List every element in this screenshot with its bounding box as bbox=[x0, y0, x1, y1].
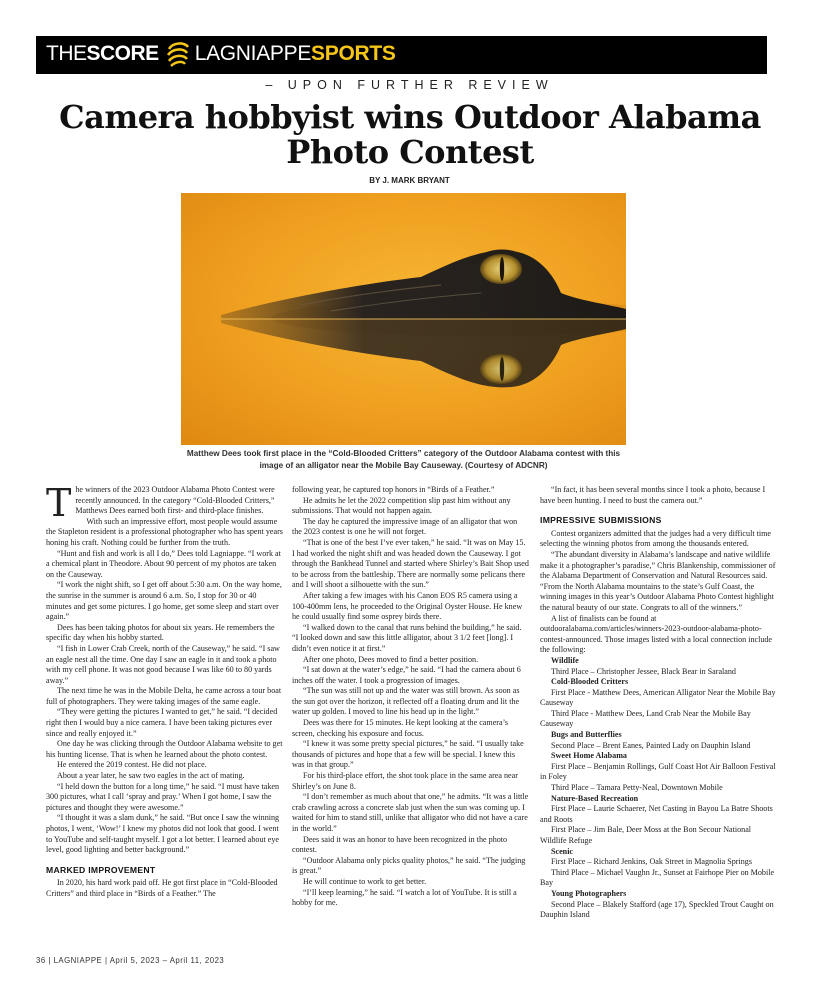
subhead-marked-improvement: MARKED IMPROVEMENT bbox=[46, 864, 156, 875]
article-paragraph: “I fish in Lower Crab Creek, north of the Causeway,” he said. “I saw an eagle nest all the time. One day I saw an eagle in it and took a photo with my cell phone. It was not good because I was like 60 to 80 yards away.” bbox=[46, 643, 280, 685]
column-3-intro bbox=[540, 485, 777, 506]
subhead-impressive-submissions: IMPRESSIVE SUBMISSIONS bbox=[540, 515, 662, 526]
banner-the-score bbox=[46, 42, 159, 66]
winner-entry: First Place – Benjamin Rollings, Gulf Coast Hot Air Balloon Festival in Foley bbox=[540, 761, 776, 782]
winners-list bbox=[540, 656, 777, 921]
winner-entry: Third Place - Matthew Dees, Land Crab Near the Mobile Bay Causeway bbox=[540, 708, 751, 729]
alligator-photo bbox=[181, 193, 626, 445]
winner-entry: First Place – Richard Jenkins, Oak Street in Magnolia Springs bbox=[551, 857, 752, 867]
article-paragraph: “Hunt and fish and work is all I do,” Dees told Lagniappe. “I work at a chemical plant in Theodore. About 90 percent of my photos are taken on the Causeway. bbox=[46, 548, 281, 579]
winner-category: Wildlife bbox=[551, 655, 579, 665]
article-paragraph: After taking a few images with his Canon EOS R5 camera using a 100-400mm lens, he proceeded to the Original Oyster House. He knew he could usually find some osprey birds there. bbox=[292, 590, 523, 622]
banner-word-the: THE bbox=[46, 42, 87, 65]
article-paragraph: “I work the night shift, so I get off about 5:30 a.m. On the way home, the sunrise in the summer is around 6 a.m. So, I stop for 30 or 40 minutes and get some pictures. I go home, get some sleep and start over again.” bbox=[46, 580, 282, 622]
article-paragraph: “They were getting the pictures I wanted to get,” he said. “I decided right then I would buy a nice camera. I have been taking pictures ever since and really enjoyed it.” bbox=[46, 707, 278, 738]
article-paragraph: He admits he let the 2022 competition slip past him without any submissions. That would not happen again. bbox=[292, 495, 511, 516]
article-column-2 bbox=[292, 485, 529, 909]
winner-entry: Second Place – Brent Eanes, Painted Lady on Dauphin Island bbox=[551, 740, 751, 750]
winner-category: Sweet Home Alabama bbox=[551, 751, 627, 761]
winner-entry: Third Place – Michael Vaughn Jr., Sunset at Fairhope Pier on Mobile Bay bbox=[540, 867, 775, 888]
section-kicker: – UPON FURTHER REVIEW bbox=[265, 78, 554, 92]
article-paragraph: following year, he captured top honors in “Birds of a Feather.” bbox=[292, 485, 495, 494]
banner-lagniappe-sports bbox=[195, 42, 396, 66]
article-paragraph: A list of finalists can be found at outdooralabama.com/articles/winners-2023-outdoor-alabama-photo-contest-announced. Those images listed with a local connection include the following: bbox=[540, 613, 773, 655]
article-paragraph: “I’ll keep learning,” he said. “I watch a lot of YouTube. It is still a hobby for me. bbox=[292, 887, 517, 908]
winner-category: Bugs and Butterflies bbox=[551, 730, 622, 740]
winner-entry: Third Place – Tamara Petty-Neal, Downtown Mobile bbox=[551, 783, 723, 793]
winner-category: Cold-Blooded Critters bbox=[551, 677, 629, 687]
article-paragraph: “That is one of the best I’ve ever taken,” he said. “It was on May 15. I had worked the night shift and was headed down the Causeway. I got through the Bankhead Tunnel and started where Shirley’s Bait Shop used to be across from the battleship. There are normally some pelicans there and I will shoot a silhouette with the sun.” bbox=[292, 537, 529, 590]
footer-dates: April 5, 2023 – April 11, 2023 bbox=[109, 956, 225, 965]
column-1-after-subhead bbox=[46, 878, 283, 899]
article-paragraph: The next time he was in the Mobile Delta, he came across a tour boat full of photographers. They were taking images of the same eagle. bbox=[46, 686, 282, 706]
footer-publication: LAGNIAPPE bbox=[53, 956, 103, 965]
byline: BY J. MARK BRYANT bbox=[369, 176, 450, 185]
column-2-paragraphs bbox=[292, 485, 529, 909]
headline: Camera hobbyist wins Outdoor Alabama Photo Contest bbox=[59, 98, 761, 171]
article-paragraph: “I don’t remember as much about that one,” he admits. “It was a little crab crawling across a concrete slab just when the sun was coming up. I waited for him to stand still, unlike that alligator who did not have a care in the world.” bbox=[292, 792, 529, 833]
article-paragraph: “I sat down at the water’s edge,” he said. “I had the camera about 6 inches off the water. I took a progression of images. bbox=[292, 665, 521, 685]
page-footer bbox=[36, 956, 224, 965]
article-paragraph: he winners of the 2023 Outdoor Alabama Photo Contest were recently announced. In the category “Cold-Blooded Critters,” Matthews Dees earned both first- and third-place finishes. bbox=[75, 485, 275, 516]
banner-word-sports: SPORTS bbox=[311, 42, 396, 65]
article-column-1 bbox=[46, 481, 283, 900]
winner-category: Young Photographers bbox=[551, 888, 627, 898]
article-paragraph: With such an impressive effort, most people would assume the Stapleton resident is a professional photographer who has spent years honing his craft. Nothing could be further from the truth. bbox=[46, 516, 283, 547]
swirl-logo-icon bbox=[165, 40, 191, 68]
article-paragraph: After one photo, Dees moved to find a better position. bbox=[303, 654, 479, 664]
banner-edge-notch bbox=[767, 36, 785, 74]
article-paragraph: About a year later, he saw two eagles in the act of mating. bbox=[57, 771, 245, 781]
article-paragraph: “I held down the button for a long time,” he said. “I must have taken 300 pictures, what I call ‘spray and pray.’ When I got home, I saw the pictures and thought they were awesome.” bbox=[46, 781, 280, 812]
article-paragraph: In 2020, his hard work paid off. He got first place in “Cold-Blooded Critters” and third place in “Birds of a Feather.” The bbox=[46, 878, 278, 898]
winner-entry: First Place – Jim Bale, Deer Moss at the Bon Secour National Wildlife Refuge bbox=[540, 825, 752, 845]
winner-entry: Second Place – Blakely Stafford (age 17), Speckled Trout Caught on Dauphin Island bbox=[540, 899, 774, 920]
winner-category: Scenic bbox=[551, 846, 574, 856]
footer-separator: | bbox=[104, 956, 110, 965]
article-paragraph: Dees has been taking photos for about six years. He remembers the specific day when his hobby started. bbox=[46, 622, 275, 643]
article-paragraph: “I thought it was a slam dunk,” he said. “But once I saw the winning photos, I went, ‘Wow!’ I knew my photos did not look that good. I went to YouTube and self-taught myself. I got a lot better. I learned about eye level, good lighting and better background.” bbox=[46, 813, 280, 855]
article-paragraph: For his third-place effort, the shot took place in the same area near Shirley’s on June 8. bbox=[292, 771, 518, 791]
winner-entry: Third Place – Christopher Jessee, Black Bear in Saraland bbox=[551, 666, 736, 676]
photo-caption: Matthew Dees took first place in the “Cold-Blooded Critters” category of the Outdoor Alabama contest with this image of an alligator near the Mobile Bay Causeway. (Courtesy of ADCNR) bbox=[186, 449, 621, 470]
article-paragraph: Dees was there for 15 minutes. He kept looking at the camera’s screen, checking his exposure and focus. bbox=[292, 718, 508, 738]
banner-word-score: SCORE bbox=[86, 42, 159, 65]
article-paragraph: “I walked down to the canal that runs behind the building,” he said. “I looked down and saw this little alligator, about 3 1/2 feet [long]. I didn’t even notice it at first.” bbox=[292, 622, 522, 653]
dropcap: T bbox=[46, 481, 72, 525]
column-3-paragraphs bbox=[540, 529, 777, 656]
article-paragraph: “The abundant diversity in Alabama’s landscape and native wildlife make it a photographer’s paradise,” Chris Blankenship, commissioner of the Alabama Department of Conservation and Natural Resources said. “From the North Alabama mountains to the state’s Gulf Coast, the winning images in this year’s Outdoor Alabama Photo Contest highlight the natural beauty of our state. Congrats to all of the winners.” bbox=[540, 549, 776, 612]
article-paragraph: Contest organizers admitted that the judges had a very difficult time selecting the winning photos from among the thousands entered. bbox=[540, 528, 771, 549]
article-paragraph: “In fact, it has been several months since I took a photo, because I have been hunting. I need to bust the camera out.” bbox=[540, 485, 766, 505]
article-paragraph: Dees said it was an honor to have been recognized in the photo contest. bbox=[292, 834, 508, 855]
article-paragraph: One day he was clicking through the Outdoor Alabama website to get his hunting license. That is when he learned about the photo contest. bbox=[46, 739, 283, 759]
article-paragraph: “I knew it was some pretty special pictures,” he said. “I usually take thousands of pictures and hope that a few will be special. I knew this was in that group.” bbox=[292, 739, 524, 770]
section-banner bbox=[36, 36, 784, 74]
article-paragraph: He will continue to work to get better. bbox=[303, 876, 427, 886]
article-paragraph: “The sun was still not up and the water was still brown. As soon as the sun got over the horizon, it reflected off a floating drum and lit the water up golden. I moved to line his head up in the light.” bbox=[292, 686, 520, 717]
banner-word-lagniappe: LAGNIAPPE bbox=[194, 42, 312, 65]
article-column-3 bbox=[540, 485, 777, 921]
footer-separator: | bbox=[48, 956, 54, 965]
article-paragraph: The day he captured the impressive image of an alligator that won the 2023 contest is one he will not forget. bbox=[292, 516, 518, 537]
winner-entry: First Place - Matthew Dees, American Alligator Near the Mobile Bay Causeway bbox=[540, 687, 776, 708]
winner-entry: First Place – Laurie Schaerer, Net Casting in Bayou La Batre Shoots and Roots bbox=[540, 804, 773, 824]
winner-category: Nature-Based Recreation bbox=[551, 793, 639, 803]
column-1-paragraphs bbox=[46, 481, 283, 856]
page-number: 36 bbox=[36, 956, 46, 965]
article-paragraph: “Outdoor Alabama only picks quality photos,” he said. “The judging is great.” bbox=[292, 855, 526, 876]
article-paragraph: He entered the 2019 contest. He did not place. bbox=[57, 760, 207, 770]
